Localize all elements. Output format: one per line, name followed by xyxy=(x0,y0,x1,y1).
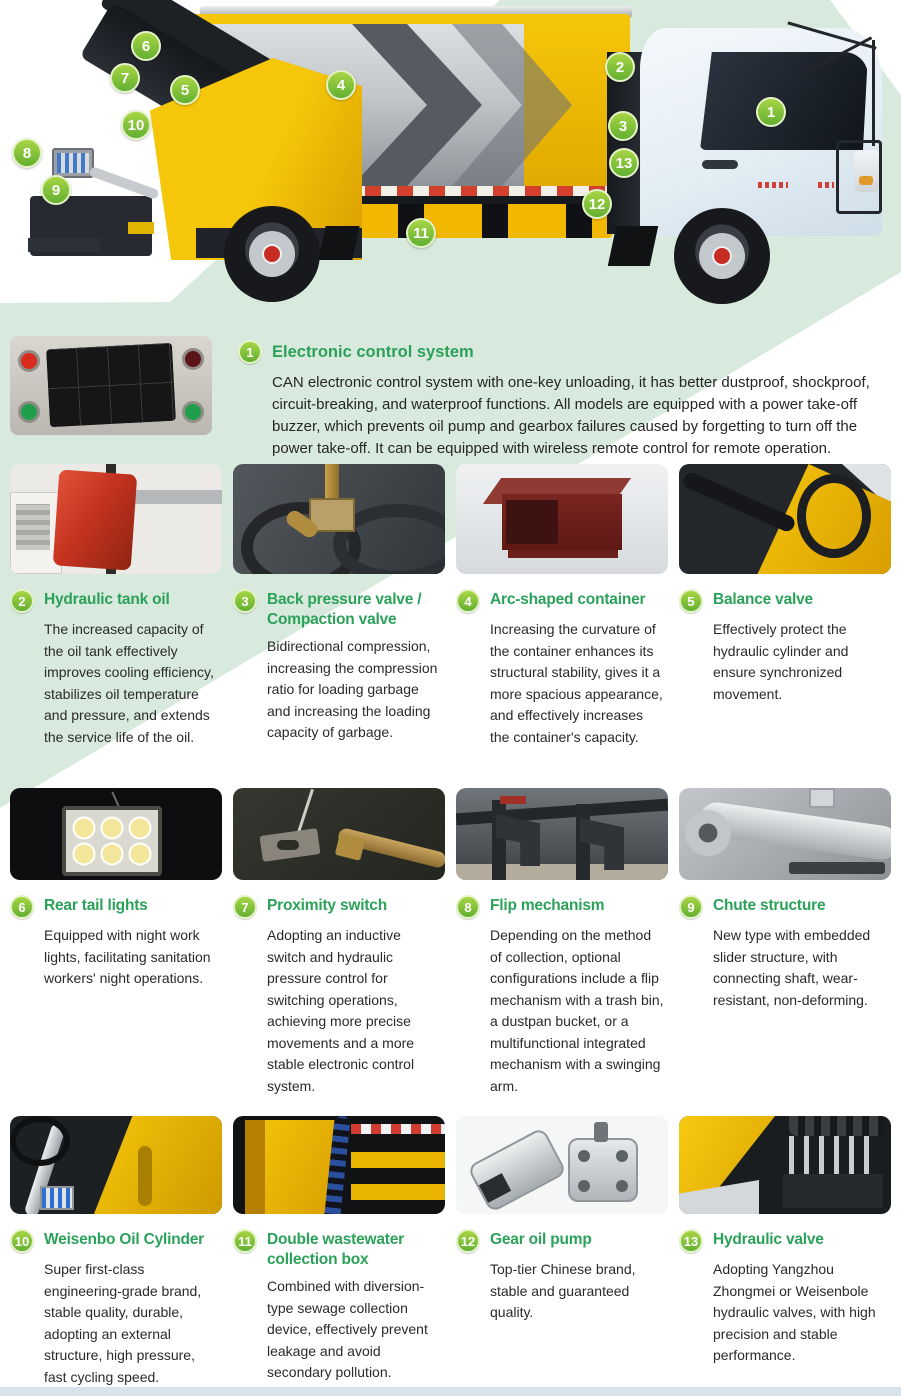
oil-cylinder-photo xyxy=(10,1116,222,1214)
callout-badge-6: 6 xyxy=(10,895,34,919)
truck-yellow-tag xyxy=(128,222,154,234)
truck-rear-cylinder xyxy=(88,166,159,200)
feature-card-6 xyxy=(10,788,222,1097)
feature-card-11 xyxy=(233,1116,445,1388)
balance-valve-photo xyxy=(679,464,891,574)
cab-red-lettering-2 xyxy=(818,182,834,188)
feature-row-3 xyxy=(10,788,891,1097)
truck-hazard-stripe xyxy=(340,204,612,238)
feature-card-13 xyxy=(679,1116,891,1388)
feature-body-2: The increased capacity of the oil tank effectively improves cooling efficiency, stabilizes oil temperature and pressure, and extends the service life of the oil. xyxy=(44,621,214,745)
callout-badge-3: 3 xyxy=(233,589,257,613)
truck-callout-7: 7 xyxy=(110,63,140,93)
cab-mirror-arm-3 xyxy=(872,40,875,146)
feature-body-13: Adopting Yangzhou Zhongmei or Weisenbole hydraulic valves, with high precision and stable performance. xyxy=(713,1261,876,1363)
feature-title-3: Back pressure valve / Compaction valve xyxy=(267,591,422,628)
proximity-switch-photo xyxy=(233,788,445,880)
truck-callout-4: 4 xyxy=(326,70,356,100)
feature-card-10 xyxy=(10,1116,222,1388)
feature-card-12 xyxy=(456,1116,668,1388)
truck-callout-13: 13 xyxy=(609,148,639,178)
truck-callout-5: 5 xyxy=(170,75,200,105)
feature-body-5: Effectively protect the hydraulic cylinder and ensure synchronized movement. xyxy=(713,621,849,702)
flip-mechanism-photo xyxy=(456,788,668,880)
truck-callout-2: 2 xyxy=(605,52,635,82)
feature-title-6: Rear tail lights xyxy=(44,897,148,914)
feature-card-2 xyxy=(10,464,222,748)
feature-card-4 xyxy=(456,464,668,748)
feature-title-4: Arc-shaped container xyxy=(490,591,646,608)
feature-title-7: Proximity switch xyxy=(267,897,387,914)
feature-title-11: Double wastewater collection box xyxy=(267,1231,405,1268)
rear-mudflap xyxy=(318,226,359,260)
callout-badge-4: 4 xyxy=(456,589,480,613)
callout-badge-11: 11 xyxy=(233,1229,257,1253)
green-function-button xyxy=(182,401,204,423)
feature-body-6: Equipped with night work lights, facilitating sanitation workers' night operations. xyxy=(44,927,211,986)
arc-container-render xyxy=(456,464,668,574)
callout-badge-8: 8 xyxy=(456,895,480,919)
feature-title-13: Hydraulic valve xyxy=(713,1231,824,1248)
feature-title-8: Flip mechanism xyxy=(490,897,605,914)
chute-structure-photo xyxy=(679,788,891,880)
callout-badge-5: 5 xyxy=(679,589,703,613)
back-pressure-valve-photo xyxy=(233,464,445,574)
control-panel-screen xyxy=(46,343,176,427)
callout-badge-7: 7 xyxy=(233,895,257,919)
front-wheel xyxy=(674,208,770,304)
cab-mirror-frame xyxy=(836,140,882,214)
feature-title-12: Gear oil pump xyxy=(490,1231,592,1248)
callout-badge-12: 12 xyxy=(456,1229,480,1253)
cab-door-handle xyxy=(702,160,738,169)
truck-callout-3: 3 xyxy=(608,111,638,141)
gear-pump-photo xyxy=(456,1116,668,1214)
bottom-strip xyxy=(0,1387,901,1396)
feature-body-11: Combined with diversion-type sewage collection device, effectively prevent leakage and avoid secondary pollution. xyxy=(267,1278,428,1380)
feature-card-9 xyxy=(679,788,891,1097)
feature-body-8: Depending on the method of collection, optional configurations include a flip mechanism with a trash bin, a dustpan bucket, or a multifunctional integrated mechanism with a swinging arm. xyxy=(490,927,664,1094)
truck-callout-12: 12 xyxy=(582,189,612,219)
feature-body-3: Bidirectional compression, increasing the compression ratio for loading garbage and increasing the loading capacity of garbage. xyxy=(267,638,438,740)
hydraulic-oil-tank-photo xyxy=(10,464,222,574)
feature-row-4 xyxy=(10,1116,891,1388)
feature-card-5 xyxy=(679,464,891,748)
feature-title-10: Weisenbo Oil Cylinder xyxy=(44,1231,205,1248)
green-start-button xyxy=(18,401,40,423)
cab-window xyxy=(700,52,868,150)
hydraulic-valve-photo xyxy=(679,1116,891,1214)
feature-card-7 xyxy=(233,788,445,1097)
truck-callout-9: 9 xyxy=(41,175,71,205)
truck-callout-6: 6 xyxy=(131,31,161,61)
truck-control-box xyxy=(52,148,94,178)
feature-card-1 xyxy=(10,336,891,460)
callout-badge-9: 9 xyxy=(679,895,703,919)
feature-title-2: Hydraulic tank oil xyxy=(44,591,170,608)
rear-tail-lights-photo xyxy=(10,788,222,880)
feature-row-2 xyxy=(10,464,891,748)
feature-title-1: Electronic control system xyxy=(272,342,474,361)
cab-red-lettering xyxy=(758,182,788,188)
garbage-truck-illustration xyxy=(0,0,901,332)
wastewater-box-photo xyxy=(233,1116,445,1214)
front-mudflap xyxy=(608,226,659,266)
feature-body-9: New type with embedded slider structure, with connecting shaft, wear-resistant, non-deforming. xyxy=(713,927,871,1008)
feature-title-9: Chute structure xyxy=(713,897,826,914)
callout-badge-10: 10 xyxy=(10,1229,34,1253)
truck-callout-10: 10 xyxy=(121,110,151,140)
feature-body-7: Adopting an inductive switch and hydraulic pressure control for switching operations, achieving more precise movements and a more stable electronic control system. xyxy=(267,927,415,1094)
feature-body-4: Increasing the curvature of the container enhances its structural stability, gives it a more spacious appearance, and effectively increases the container's capacity. xyxy=(490,621,663,745)
callout-badge-13: 13 xyxy=(679,1229,703,1253)
feature-card-3 xyxy=(233,464,445,748)
feature-card-8 xyxy=(456,788,668,1097)
callout-badge-2: 2 xyxy=(10,589,34,613)
feature-title-5: Balance valve xyxy=(713,591,813,608)
feature-body-1: CAN electronic control system with one-key unloading, it has better dustproof, shockproof, circuit-breaking, and waterproof functions. All models are equipped with a power take-off buzzer, which prevents oil pump and gearbox failures caused by forgetting to turn off the power take-off. It can be equipped with wireless remote control for remote operation. xyxy=(272,374,870,457)
truck-callout-1: 1 xyxy=(756,97,786,127)
control-panel-photo xyxy=(10,336,212,435)
feature-body-12: Top-tier Chinese brand, stable and guaranteed quality. xyxy=(490,1261,636,1320)
truck-callout-8: 8 xyxy=(12,138,42,168)
red-power-button xyxy=(18,350,40,372)
callout-badge-1: 1 xyxy=(238,340,262,364)
truck-rear-step xyxy=(28,238,100,252)
emergency-button xyxy=(182,348,204,370)
truck-callout-11: 11 xyxy=(406,218,436,248)
feature-body-10: Super first-class engineering-grade brand, stable quality, durable, adopting an external structure, high pressure, fast cycling speed. xyxy=(44,1261,202,1385)
rear-wheel xyxy=(224,206,320,302)
